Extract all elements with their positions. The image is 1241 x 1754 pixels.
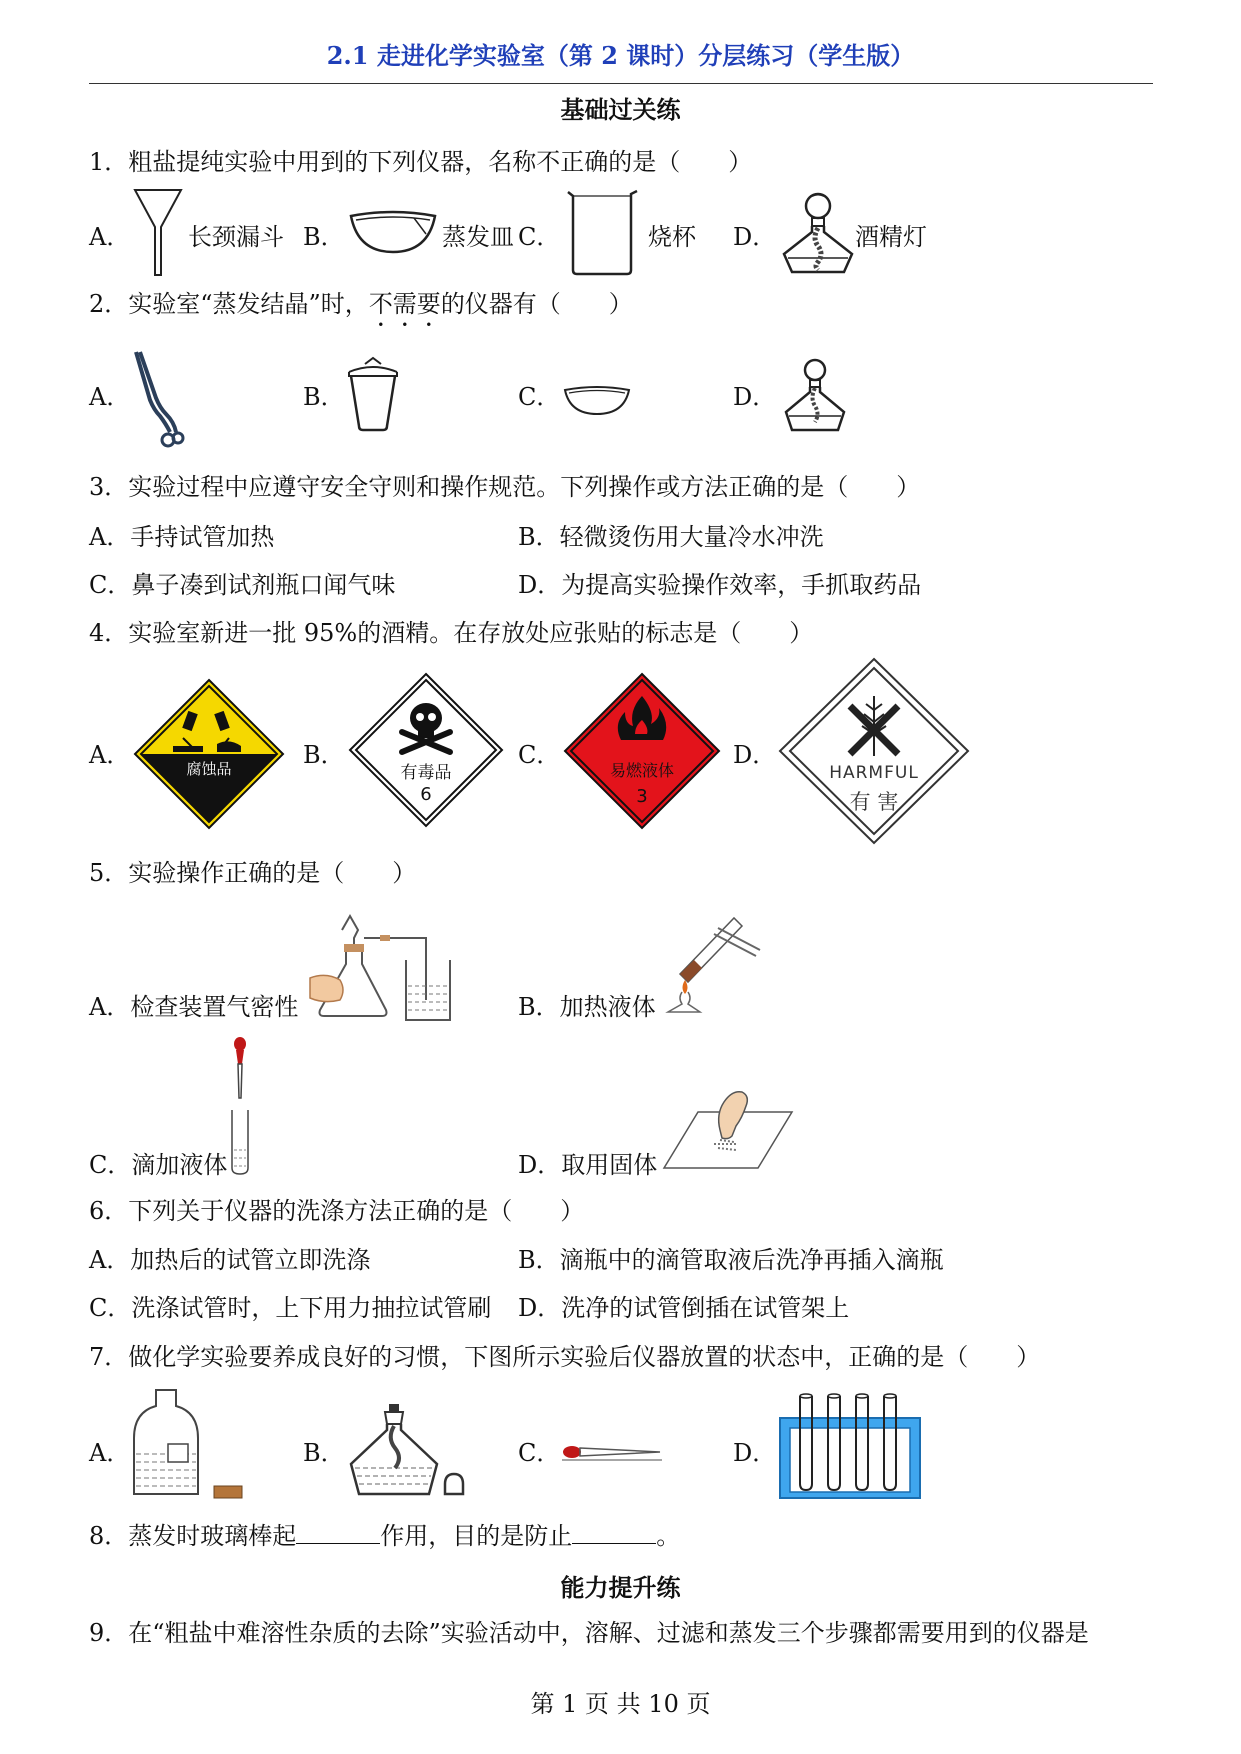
q3-option-b-letter: B．	[518, 523, 560, 551]
section-title-basic: 基础过关练	[560, 95, 681, 124]
alcohol-lamp-uncapped-icon	[345, 1402, 467, 1498]
q3-option-d-letter: D．	[518, 571, 562, 599]
evaporating-dish-icon	[348, 208, 438, 256]
question-4-stem: 4．实验室新进一批 95%的酒精。在存放处应张贴的标志是（ ）	[89, 619, 814, 647]
q5-option-a	[89, 992, 298, 1022]
flammable-sign-label: 易燃液体	[609, 761, 674, 780]
flammable-sign-number: 3	[636, 786, 648, 807]
question-7-stem: 7．做化学实验要养成良好的习惯，下图所示实验后仪器放置的状态中，正确的是（ ）	[89, 1343, 1041, 1371]
q5-option-d-letter: D．	[518, 1151, 562, 1179]
q5-option-c-text: 滴加液体	[131, 1151, 228, 1179]
alcohol-lamp-icon	[778, 192, 858, 276]
section-title-advanced: 能力提升练	[560, 1573, 681, 1602]
toxic-sign-label: 有毒品	[400, 763, 452, 783]
q3-option-c-text: 鼻子凑到试剂瓶口闻气味	[131, 571, 396, 599]
dropper-on-table-icon	[562, 1442, 662, 1466]
corrosive-sign-icon	[133, 678, 285, 830]
q1-option-b-label: 蒸发皿	[442, 223, 514, 251]
q7-option-c-letter: C．	[518, 1439, 561, 1467]
q5-option-c-letter: C．	[89, 1151, 132, 1179]
q3-option-c	[89, 570, 395, 600]
q8-blank-1[interactable]	[296, 1521, 380, 1544]
corrosive-sign-label: 腐蚀品	[186, 760, 232, 778]
header-rule	[89, 83, 1153, 84]
q5-option-c	[89, 1150, 227, 1180]
test-tube-rack-icon	[778, 1390, 922, 1502]
q8-part2: 作用，目的是防止	[380, 1522, 573, 1550]
evaporating-dish-icon	[562, 384, 632, 418]
q1-option-a-label: 长颈漏斗	[188, 223, 284, 251]
alcohol-lamp-icon	[780, 358, 850, 434]
q6-option-b-text: 滴瓶中的滴管取液后洗净再插入滴瓶	[559, 1246, 944, 1274]
question-8	[89, 1521, 680, 1551]
q4-option-b-letter: B．	[303, 741, 345, 769]
crucible-icon	[345, 356, 401, 432]
q1-option-d-label: 酒精灯	[855, 223, 927, 251]
harmful-sign-label: 有 害	[849, 790, 899, 814]
q6-option-d-text: 洗净的试管倒插在试管架上	[561, 1294, 850, 1322]
question-1-stem: 1．粗盐提纯实验中用到的下列仪器，名称不正确的是（ ）	[89, 148, 753, 176]
question-2-stem-part1: 2．实验室“蒸发结晶”时，	[89, 290, 369, 318]
reagent-bottle-icon	[132, 1388, 246, 1500]
q6-option-a-text: 加热后的试管立即洗涤	[130, 1246, 371, 1274]
q3-option-b-text: 轻微烫伤用大量冷水冲洗	[559, 523, 824, 551]
question-2-stem	[89, 289, 633, 332]
q5-option-b	[518, 992, 656, 1022]
page-footer: 第 1 页 共 10 页	[530, 1690, 711, 1718]
q2-option-d-letter: D．	[733, 383, 777, 411]
q5-option-d-text: 取用固体	[561, 1151, 658, 1179]
question-6-stem: 6．下列关于仪器的洗涤方法正确的是（ ）	[89, 1197, 585, 1225]
q7-option-d-letter: D．	[733, 1439, 777, 1467]
q4-option-c-letter: C．	[518, 741, 561, 769]
funnel-icon	[133, 187, 183, 277]
q8-part1: 8．蒸发时玻璃棒起	[89, 1522, 297, 1550]
q7-option-a-letter: A．	[89, 1439, 131, 1467]
q7-option-b-letter: B．	[303, 1439, 345, 1467]
harmful-sign-icon	[776, 656, 972, 846]
airtightness-check-apparatus-icon	[306, 908, 456, 1024]
q6-option-d-letter: D．	[518, 1294, 562, 1322]
q3-option-b	[518, 522, 824, 552]
q6-option-a-letter: A．	[89, 1246, 131, 1274]
dropper-and-test-tube-icon	[226, 1036, 256, 1178]
q5-option-a-text: 检查装置气密性	[130, 993, 299, 1021]
q6-option-c-letter: C．	[89, 1294, 132, 1322]
q5-option-b-text: 加热液体	[559, 993, 656, 1021]
q8-blank-2[interactable]	[572, 1521, 656, 1544]
q3-option-d-text: 为提高实验操作效率，手抓取药品	[561, 571, 922, 599]
q4-option-a-letter: A．	[89, 741, 131, 769]
q6-option-c-text: 洗涤试管时，上下用力抽拉试管刷	[131, 1294, 492, 1322]
q6-option-c	[89, 1293, 491, 1323]
q1-option-c-label: 烧杯	[648, 223, 696, 251]
q1-option-d-letter: D．	[733, 223, 777, 251]
q2-option-a-letter: A．	[89, 383, 131, 411]
q3-option-d	[518, 570, 921, 600]
harmful-sign-label-en: HARMFUL	[829, 763, 919, 783]
q1-option-b-letter: B．	[303, 223, 345, 251]
q5-option-a-letter: A．	[89, 993, 131, 1021]
crucible-tongs-icon	[130, 350, 186, 450]
heating-liquid-apparatus-icon	[660, 908, 764, 1018]
q6-option-b	[518, 1245, 944, 1275]
question-2-stem-part2: 的仪器有（ ）	[440, 290, 633, 318]
question-3-stem: 3．实验过程中应遵守安全守则和操作规范。下列操作或方法正确的是（ ）	[89, 473, 921, 501]
question-5-stem: 5．实验操作正确的是（ ）	[89, 859, 417, 887]
q1-option-c-letter: C．	[518, 223, 561, 251]
question-9-stem: 9．在“粗盐中难溶性杂质的去除”实验活动中，溶解、过滤和蒸发三个步骤都需要用到的仪器是	[89, 1619, 1089, 1647]
beaker-icon	[565, 188, 640, 276]
q3-option-a-text: 手持试管加热	[130, 523, 275, 551]
q2-option-b-letter: B．	[303, 383, 345, 411]
q6-option-b-letter: B．	[518, 1246, 560, 1274]
question-2-stem-emphasis: 不需要	[368, 290, 441, 318]
q6-option-a	[89, 1245, 370, 1275]
hand-taking-solid-icon	[662, 1084, 794, 1172]
q8-part3: 。	[656, 1522, 681, 1550]
q5-option-d	[518, 1150, 657, 1180]
q2-option-c-letter: C．	[518, 383, 561, 411]
q3-option-a-letter: A．	[89, 523, 131, 551]
q5-option-b-letter: B．	[518, 993, 560, 1021]
q1-option-a-letter: A．	[89, 223, 131, 251]
page-header: 2.1 走进化学实验室（第 2 课时）分层练习（学生版）	[326, 41, 915, 70]
q3-option-a	[89, 522, 274, 552]
toxic-sign-number: 6	[420, 784, 432, 805]
q6-option-d	[518, 1293, 849, 1323]
q3-option-c-letter: C．	[89, 571, 132, 599]
q4-option-d-letter: D．	[733, 741, 777, 769]
